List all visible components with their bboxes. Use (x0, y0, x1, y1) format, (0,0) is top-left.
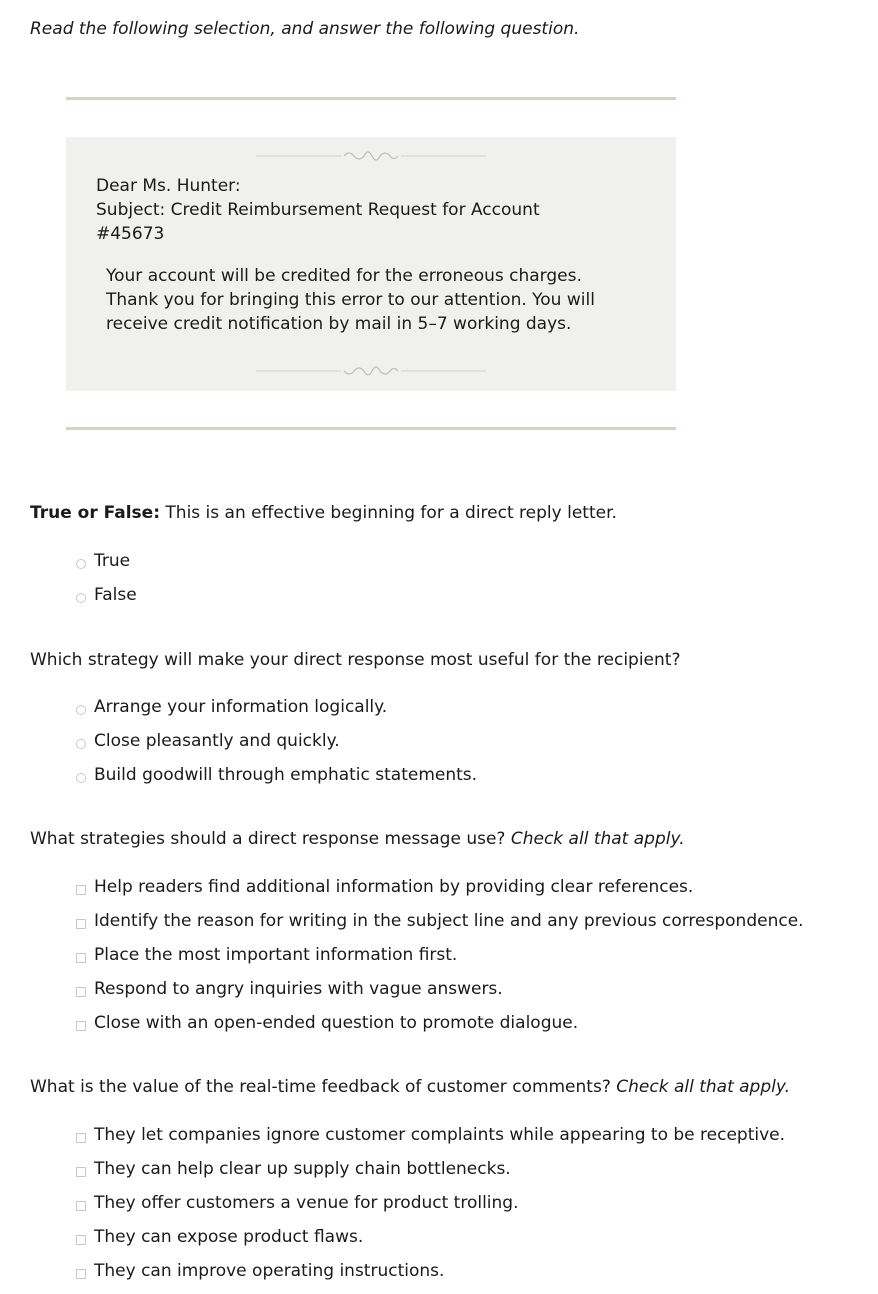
letter-body-line-1: Your account will be credited for the erroneous charges. (106, 266, 582, 286)
checkbox[interactable] (76, 1269, 86, 1279)
q4-option-2[interactable] (76, 1157, 511, 1181)
question-1-lead: True or False: (30, 503, 161, 523)
letter-body-line-3: receive credit notification by mail in 5–7 working days. (106, 314, 572, 334)
q1-option-false[interactable] (76, 583, 137, 607)
question-1 (30, 503, 617, 523)
radio-button[interactable] (76, 593, 86, 603)
checkbox[interactable] (76, 1201, 86, 1211)
checkbox[interactable] (76, 919, 86, 929)
radio-button[interactable] (76, 773, 86, 783)
letter-body-line-2: Thank you for bringing this error to our attention. You will (106, 290, 595, 310)
letter-subject-line-1: Subject: Credit Reimbursement Request for Account (96, 200, 540, 220)
q4-option-4[interactable] (76, 1225, 363, 1249)
q2-option-2[interactable] (76, 729, 340, 753)
question-4-hint: Check all that apply. (616, 1077, 791, 1097)
option-label: Respond to angry inquiries with vague answers. (94, 979, 503, 999)
option-label: Close pleasantly and quickly. (94, 731, 340, 751)
letter-subject-line-2: #45673 (96, 224, 165, 244)
option-label: Identify the reason for writing in the subject line and any previous correspondence. (94, 911, 804, 931)
question-2: Which strategy will make your direct response most useful for the recipient? (30, 650, 681, 670)
option-label: False (94, 585, 137, 605)
q1-option-true[interactable] (76, 549, 130, 573)
option-label: Help readers find additional information by providing clear references. (94, 877, 694, 897)
instruction-text: Read the following selection, and answer the following question. (30, 19, 580, 39)
q3-option-3[interactable] (76, 943, 457, 967)
bottom-divider (66, 427, 676, 430)
q4-option-5[interactable] (76, 1259, 444, 1283)
question-4-text: What is the value of the real-time feedback of customer comments? (30, 1077, 617, 1097)
checkbox[interactable] (76, 1133, 86, 1143)
option-label: Place the most important information first. (94, 945, 458, 965)
option-label: True (94, 551, 131, 571)
q4-option-1[interactable] (76, 1123, 785, 1147)
q3-option-5[interactable] (76, 1011, 578, 1035)
checkbox[interactable] (76, 1235, 86, 1245)
q2-option-3[interactable] (76, 763, 477, 787)
q3-option-1[interactable] (76, 875, 693, 899)
question-3-text: What strategies should a direct response message use? (30, 829, 511, 849)
letter-excerpt (66, 137, 676, 391)
radio-button[interactable] (76, 559, 86, 569)
checkbox[interactable] (76, 885, 86, 895)
q4-option-3[interactable] (76, 1191, 519, 1215)
option-label: Close with an open-ended question to promote dialogue. (94, 1013, 579, 1033)
radio-button[interactable] (76, 739, 86, 749)
checkbox[interactable] (76, 1167, 86, 1177)
option-label: They let companies ignore customer complaints while appearing to be receptive. (94, 1125, 786, 1145)
checkbox[interactable] (76, 1021, 86, 1031)
question-3 (30, 829, 685, 849)
radio-button[interactable] (76, 705, 86, 715)
option-label: Build goodwill through emphatic statements. (94, 765, 478, 785)
bottom-flourish-icon (256, 364, 486, 378)
option-label: Arrange your information logically. (94, 697, 388, 717)
q3-option-2[interactable] (76, 909, 804, 933)
option-label: They can expose product flaws. (94, 1227, 364, 1247)
question-4 (30, 1077, 790, 1097)
checkbox[interactable] (76, 953, 86, 963)
checkbox[interactable] (76, 987, 86, 997)
option-label: They offer customers a venue for product trolling. (94, 1193, 519, 1213)
option-label: They can improve operating instructions. (94, 1261, 445, 1281)
q2-option-1[interactable] (76, 695, 387, 719)
question-3-hint: Check all that apply. (510, 829, 685, 849)
letter-salutation: Dear Ms. Hunter: (96, 176, 241, 196)
top-flourish-icon (256, 149, 486, 163)
top-divider (66, 97, 676, 100)
option-label: They can help clear up supply chain bottlenecks. (94, 1159, 511, 1179)
question-1-text: This is an effective beginning for a direct reply letter. (160, 503, 617, 523)
q3-option-4[interactable] (76, 977, 503, 1001)
